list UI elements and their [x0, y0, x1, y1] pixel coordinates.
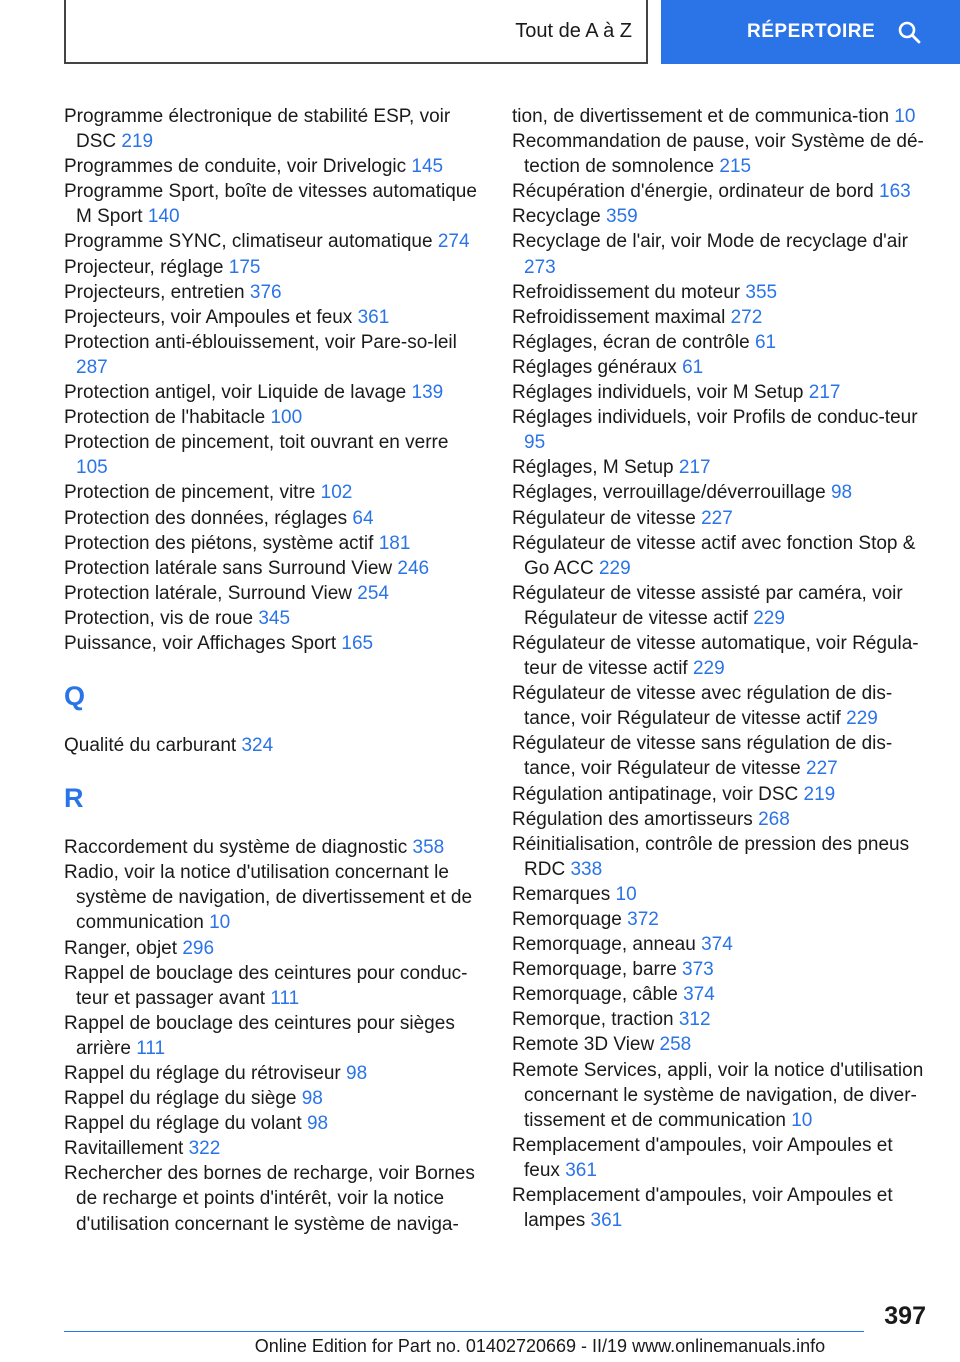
- index-entry: [64, 330, 484, 380]
- index-entry-text: Ranger, objet: [64, 937, 178, 959]
- page-link[interactable]: 219: [803, 783, 836, 805]
- page-link[interactable]: 246: [397, 557, 430, 579]
- index-entry-text: Rappel du réglage du siège: [64, 1088, 297, 1110]
- page-link[interactable]: 324: [241, 735, 274, 757]
- page-link[interactable]: 229: [753, 607, 785, 629]
- index-entry-text: Protection des piétons, système actif: [64, 532, 374, 554]
- index-entry: [512, 681, 932, 731]
- index-entry-text: Programmes de conduite, voir Drivelogic: [64, 156, 407, 178]
- index-letter-heading: R: [64, 783, 84, 814]
- page-link[interactable]: 100: [270, 407, 303, 429]
- index-entry: [64, 835, 484, 860]
- page-link[interactable]: 361: [590, 1210, 623, 1232]
- index-entry: [512, 631, 932, 681]
- page-link[interactable]: 105: [76, 457, 108, 479]
- index-entry: [512, 129, 932, 179]
- index-entry-text: Programme SYNC, climatiseur automatique: [64, 231, 433, 253]
- index-entry-text: Projecteurs, voir Ampoules et feux: [64, 306, 353, 328]
- index-entry: [512, 581, 932, 631]
- index-entry-text: Remorquage, câble: [512, 984, 678, 1006]
- index-entry: [64, 506, 484, 531]
- page-link[interactable]: 272: [730, 306, 763, 328]
- index-column-left: [64, 104, 484, 1237]
- page-link[interactable]: 98: [346, 1063, 368, 1084]
- index-entry-text: Régulation des amortisseurs: [512, 808, 753, 830]
- page-link[interactable]: 227: [806, 758, 838, 780]
- index-entry: [512, 1058, 932, 1133]
- page-link[interactable]: 95: [524, 432, 546, 454]
- index-entry-text: Ravitaillement: [64, 1138, 184, 1160]
- index-entry: [512, 907, 932, 932]
- index-entry-text: Rappel de bouclage des ceintures pour sièges arrière: [64, 1012, 455, 1059]
- index-entry-text: Protection des données, réglages: [64, 507, 348, 529]
- index-entry-text: Régulateur de vitesse sans régulation de dis-tance, voir Régulateur de vitesse: [512, 733, 893, 780]
- index-entry-text: Remplacement d'ampoules, voir Ampoules et feux: [512, 1134, 893, 1181]
- page-link[interactable]: 361: [357, 306, 390, 328]
- index-entry-text: Protection anti-éblouissement, voir Pare-so-leil: [64, 331, 457, 353]
- page-link[interactable]: 227: [701, 507, 733, 529]
- page-link[interactable]: 355: [745, 281, 778, 303]
- page-link[interactable]: 10: [615, 883, 637, 905]
- page-link[interactable]: 359: [606, 206, 638, 228]
- index-entry-text: Protection latérale sans Surround View: [64, 557, 393, 579]
- index-entry-text: Réglages individuels, voir M Setup: [512, 382, 804, 404]
- index-entry-text: Protection antigel, voir Liquide de lavage: [64, 382, 407, 404]
- footer: [0, 1336, 960, 1357]
- index-entry-text: Remarques: [512, 883, 611, 905]
- index-entry: [512, 882, 932, 907]
- index-entry-text: tion, de divertissement et de communica-tion: [512, 106, 890, 127]
- page-link[interactable]: 229: [598, 557, 631, 579]
- index-entry: [64, 581, 484, 606]
- page-link[interactable]: 217: [808, 382, 841, 404]
- index-entry: [512, 807, 932, 832]
- index-entry-text: Régulateur de vitesse: [512, 507, 696, 529]
- page-link[interactable]: 376: [249, 281, 282, 303]
- index-entry-text: Protection, vis de roue: [64, 607, 254, 629]
- page-link[interactable]: 374: [683, 984, 715, 1006]
- index-entry: [64, 104, 484, 154]
- index-entry-text: Régulateur de vitesse avec régulation de dis-tance, voir Régulateur de vitesse actif: [512, 683, 893, 730]
- page-link[interactable]: 64: [352, 507, 374, 529]
- index-entry-text: Projecteur, réglage: [64, 256, 224, 278]
- index-entry: [64, 961, 484, 1011]
- page-link[interactable]: 165: [341, 632, 374, 654]
- page-link[interactable]: 111: [136, 1037, 166, 1059]
- index-entry: [64, 1161, 484, 1236]
- index-entry-text: Réglages généraux: [512, 356, 677, 378]
- page-link[interactable]: 102: [320, 482, 353, 504]
- index-entry: [64, 229, 484, 254]
- footer-watermark: www.onlinemanuals.info: [632, 1336, 826, 1356]
- page-link[interactable]: 217: [678, 457, 711, 479]
- index-entry: [64, 305, 484, 330]
- page-link[interactable]: 361: [565, 1159, 597, 1181]
- page-link[interactable]: 358: [412, 837, 445, 859]
- index-entry-text: Qualité du carburant: [64, 735, 237, 757]
- index-entry-text: Régulateur de vitesse automatique, voir Régula-teur de vitesse actif: [512, 632, 919, 680]
- page-link[interactable]: 338: [570, 858, 603, 880]
- index-entry-text: Protection de pincement, vitre: [64, 482, 316, 504]
- index-entry: [512, 229, 932, 279]
- page-link[interactable]: 312: [678, 1009, 711, 1031]
- page-link[interactable]: 10: [894, 106, 916, 127]
- index-entry-text: Refroidissement du moteur: [512, 281, 741, 303]
- tab-repertoire[interactable]: [661, 0, 960, 64]
- index-entry: [512, 957, 932, 982]
- page-link[interactable]: 322: [188, 1138, 221, 1160]
- page-link[interactable]: 229: [692, 658, 725, 680]
- index-entry: [64, 1136, 484, 1161]
- index-entry-text: Remote 3D View: [512, 1034, 655, 1056]
- page-link[interactable]: 296: [182, 937, 215, 959]
- index-entry: [64, 1111, 484, 1136]
- page-link[interactable]: 229: [846, 708, 878, 730]
- index-entry-text: Réglages, verrouillage/déverrouillage: [512, 482, 826, 504]
- page-link[interactable]: 287: [76, 356, 108, 378]
- index-entry-text: Remote Services, appli, voir la notice d'utilisation concernant le système de navigation, de diver-tissement et de communication: [512, 1059, 924, 1131]
- page-link[interactable]: 98: [306, 1113, 329, 1135]
- page-link[interactable]: 145: [411, 156, 444, 178]
- page-link[interactable]: 98: [830, 482, 853, 504]
- index-entry: [512, 204, 932, 229]
- index-entry-text: Régulation antipatinage, voir DSC: [512, 783, 799, 805]
- index-entry-text: Régulateur de vitesse actif avec fonction Stop & Go ACC: [512, 532, 916, 579]
- page-link[interactable]: 10: [209, 912, 231, 934]
- index-entry-text: Réglages, M Setup: [512, 457, 674, 479]
- index-entry-text: Rechercher des bornes de recharge, voir Bornes de recharge et points d'intérêt, voir la notice d'utilisation concernant le système de naviga-: [64, 1163, 475, 1235]
- index-entry-text: Programme électronique de stabilité ESP, voir DSC: [64, 106, 451, 153]
- index-entry: [64, 1061, 484, 1086]
- search-icon[interactable]: [897, 20, 921, 44]
- footer-edition: Online Edition for Part no. 01402720669 - II/19: [254, 1336, 628, 1356]
- index-entry: [64, 531, 484, 556]
- index-entry: [512, 982, 932, 1007]
- tab-repertoire-label: RÉPERTOIRE: [747, 21, 876, 42]
- index-entry-text: Réglages, écran de contrôle: [512, 331, 750, 353]
- index-entry-text: Remorquage, anneau: [512, 934, 696, 956]
- page-link[interactable]: 258: [659, 1034, 692, 1056]
- index-entry: [64, 179, 484, 229]
- page-link[interactable]: 345: [258, 607, 291, 629]
- index-entry-text: Projecteurs, entretien: [64, 281, 245, 303]
- page-link[interactable]: 111: [270, 987, 300, 1009]
- index-entry: [512, 1007, 932, 1032]
- index-entry: [512, 506, 932, 531]
- index-entry: [64, 860, 484, 935]
- index-entry: [64, 1086, 484, 1111]
- index-entry: [64, 154, 484, 179]
- page-link[interactable]: 61: [682, 356, 704, 378]
- index-entry-text: Puissance, voir Affichages Sport: [64, 632, 337, 654]
- index-entry-text: Rappel de bouclage des ceintures pour conduc-teur et passager avant: [64, 962, 468, 1009]
- index-entry: [512, 782, 932, 807]
- index-entry-text: Récupération d'énergie, ordinateur de bord: [512, 181, 874, 203]
- index-entry: [64, 1011, 484, 1061]
- page-link[interactable]: 10: [791, 1109, 813, 1131]
- index-entry: [64, 430, 484, 480]
- index-entry-text: Recyclage de l'air, voir Mode de recyclage d'air: [512, 231, 908, 253]
- index-entry-text: Remorque, traction: [512, 1009, 674, 1031]
- page-link[interactable]: 175: [228, 256, 261, 278]
- index-column-right: [512, 104, 932, 1233]
- index-entry: [64, 480, 484, 505]
- index-entry: [512, 1133, 932, 1183]
- index-entry: [512, 305, 932, 330]
- index-entry-text: Protection de l'habitacle: [64, 407, 266, 429]
- index-entry-text: Recyclage: [512, 206, 601, 228]
- index-entry-text: Radio, voir la notice d'utilisation concernant le système de navigation, de divertissement et de communication: [64, 862, 473, 934]
- index-entry-text: Réglages individuels, voir Profils de conduc-teur: [512, 407, 918, 429]
- index-letter-heading: Q: [64, 681, 86, 712]
- index-entry-text: Rappel du réglage du volant: [64, 1113, 302, 1135]
- footer-rule: [64, 1331, 864, 1332]
- index-entry: [512, 455, 932, 480]
- index-entry-text: Protection de pincement, toit ouvrant en verre: [64, 432, 449, 454]
- index-entry-text: Protection latérale, Surround View: [64, 582, 352, 604]
- index-entry: [64, 631, 484, 656]
- index-entry: [64, 733, 484, 758]
- index-entry-text: Remplacement d'ampoules, voir Ampoules et lampes: [512, 1185, 893, 1232]
- index-entry: [512, 179, 932, 204]
- index-entry: [512, 280, 932, 305]
- index-entry: [512, 380, 932, 405]
- index-entry: [512, 405, 932, 455]
- index-entry-text: Remorquage, barre: [512, 959, 677, 981]
- page-link[interactable]: 219: [121, 131, 154, 153]
- page-link[interactable]: 163: [879, 181, 911, 203]
- index-entry: [512, 832, 932, 882]
- index-entry: [64, 280, 484, 305]
- page-link[interactable]: 268: [758, 808, 790, 830]
- page-link[interactable]: 372: [627, 909, 659, 930]
- index-entry-text: Réinitialisation, contrôle de pression des pneus RDC: [512, 833, 910, 880]
- index-entry: [512, 1183, 932, 1233]
- index-entry: [512, 531, 932, 581]
- index-entry-text: Raccordement du système de diagnostic: [64, 837, 408, 859]
- page-link[interactable]: 274: [437, 231, 470, 253]
- page-link[interactable]: 374: [701, 934, 733, 956]
- index-entry: [64, 556, 484, 581]
- index-entry: [512, 480, 932, 505]
- index-entry: [512, 330, 932, 355]
- page-link[interactable]: 139: [411, 382, 444, 404]
- index-entry: [64, 936, 484, 961]
- tab-az-label: Tout de A à Z: [515, 19, 632, 42]
- index-entry: [64, 380, 484, 405]
- index-entry-text: Refroidissement maximal: [512, 306, 726, 328]
- index-entry: [64, 405, 484, 430]
- page-link[interactable]: 140: [147, 206, 180, 228]
- index-entry: [512, 1032, 932, 1057]
- page-link[interactable]: 181: [378, 532, 411, 554]
- page-link[interactable]: 98: [301, 1088, 323, 1110]
- index-entry-text: Recommandation de pause, voir Système de dé-tection de somnolence: [512, 131, 924, 178]
- index-entry-text: Programme Sport, boîte de vitesses automatique M Sport: [64, 181, 477, 228]
- index-entry-text: Rappel du réglage du rétroviseur: [64, 1063, 341, 1084]
- index-entry: [512, 731, 932, 781]
- tab-tout-de-a-a-z[interactable]: [64, 0, 648, 64]
- page-link[interactable]: 61: [754, 331, 777, 353]
- index-entry-text: Remorquage: [512, 909, 622, 930]
- page-link[interactable]: 215: [719, 156, 752, 178]
- index-entry: [64, 255, 484, 280]
- index-entry: [512, 932, 932, 957]
- index-entry: [64, 606, 484, 631]
- page-link[interactable]: 254: [357, 582, 389, 604]
- index-entry-text: Régulateur de vitesse assisté par caméra, voir Régulateur de vitesse actif: [512, 582, 903, 629]
- index-entry: [512, 104, 932, 129]
- page-link[interactable]: 373: [682, 959, 714, 981]
- index-entry: [512, 355, 932, 380]
- page-number: 397: [884, 1302, 926, 1330]
- page-link[interactable]: 273: [524, 256, 556, 278]
